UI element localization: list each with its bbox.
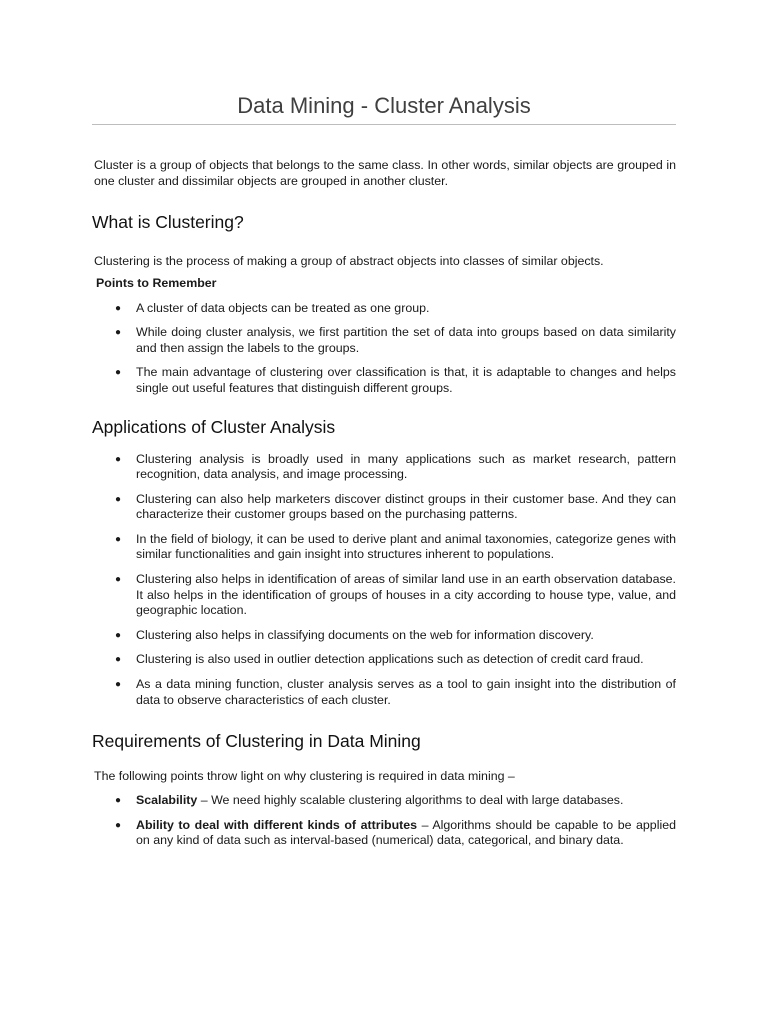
list-item — [92, 492, 676, 523]
list-item-text: In the field of biology, it can be used to derive plant and animal taxonomies, categorize genes with similar functionalities and gain insight into structures inherent to populations. — [136, 532, 676, 562]
list-item — [92, 325, 676, 356]
applications-list — [92, 452, 676, 708]
list-item — [92, 652, 676, 667]
list-item-text: Clustering analysis is broadly used in many applications such as market research, pattern recognition, data analysis, and image processing. — [136, 451, 676, 482]
list-item-text: Clustering also helps in classifying documents on the web for information discovery. — [136, 627, 594, 642]
bullet-icon: ● — [115, 820, 122, 832]
list-item-text: Clustering can also help marketers discover distinct groups in their customer base. And they can characterize their customer groups based on the purchasing patterns. — [136, 492, 676, 522]
requirements-intro: The following points throw light on why clustering is required in data mining – — [94, 768, 515, 783]
points-to-remember-label: Points to Remember — [96, 276, 217, 290]
list-item — [92, 628, 676, 643]
points-to-remember-list — [92, 301, 676, 396]
bullet-icon: ● — [115, 574, 122, 586]
requirements-list — [92, 793, 676, 848]
requirement-term: Ability to deal with different kinds of attributes — [136, 818, 418, 833]
requirement-term: Scalability — [136, 793, 198, 808]
requirement-text: – Algorithms should be capable to be applied on any kind of data such as interval-based (numerical) data, categorical, and binary data. — [136, 818, 676, 848]
bullet-icon: ● — [115, 654, 122, 666]
clustering-definition: Clustering is the process of making a group of abstract objects into classes of similar objects. — [94, 254, 604, 268]
bullet-icon: ● — [115, 494, 122, 506]
list-item-text: The main advantage of clustering over classification is that, it is adaptable to changes and helps single out useful features that distinguish different groups. — [136, 365, 676, 395]
list-item-text: While doing cluster analysis, we first partition the set of data into groups based on data similarity and then assign the labels to the groups. — [136, 325, 676, 355]
list-item-text: Clustering also helps in identification of areas of similar land use in an earth observation database. It also helps in the identification of groups of houses in a city according to house type, value, and geographic location. — [136, 572, 676, 617]
heading-what-is-clustering: What is Clustering? — [92, 212, 244, 232]
bullet-icon: ● — [115, 302, 122, 314]
bullet-icon: ● — [115, 629, 122, 641]
list-item-text: Clustering is also used in outlier detection applications such as detection of credit card fraud. — [136, 652, 644, 667]
bullet-icon: ● — [115, 534, 122, 546]
list-item — [92, 572, 676, 618]
bullet-icon: ● — [115, 679, 122, 691]
heading-applications: Applications of Cluster Analysis — [92, 416, 336, 437]
list-item — [92, 532, 676, 563]
bullet-icon: ● — [115, 795, 122, 807]
list-item — [92, 452, 676, 483]
heading-requirements: Requirements of Clustering in Data Mining — [92, 730, 421, 751]
list-item — [92, 818, 676, 849]
page-title: Data Mining - Cluster Analysis — [92, 0, 676, 125]
list-item-text: As a data mining function, cluster analysis serves as a tool to gain insight into the distribution of data to observe characteristics of each cluster. — [136, 677, 676, 707]
bullet-icon: ● — [115, 453, 122, 465]
list-item — [92, 301, 676, 316]
list-item-text: A cluster of data objects can be treated as one group. — [136, 300, 430, 315]
list-item — [92, 793, 676, 808]
bullet-icon: ● — [115, 327, 122, 339]
list-item — [92, 365, 676, 396]
list-item — [92, 677, 676, 708]
bullet-icon: ● — [115, 367, 122, 379]
intro-paragraph: Cluster is a group of objects that belongs to the same class. In other words, similar objects are grouped in one cluster and dissimilar objects are grouped in another cluster. — [94, 158, 676, 188]
requirement-text: – We need highly scalable clustering algorithms to deal with large databases. — [197, 793, 624, 808]
